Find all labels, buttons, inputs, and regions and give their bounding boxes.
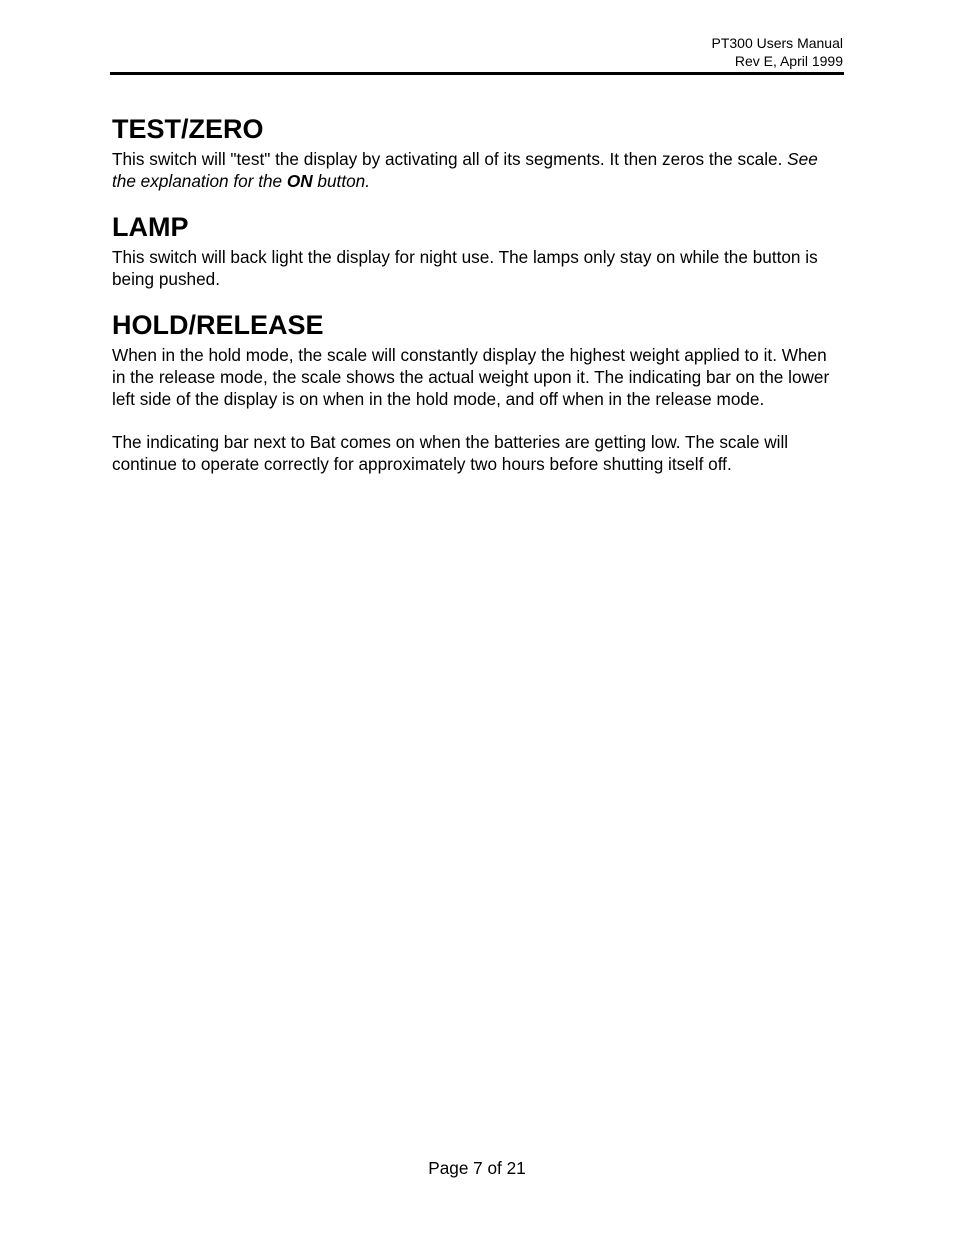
- note-text-before: See the explanation for the: [112, 149, 818, 191]
- header-divider: [110, 72, 844, 75]
- manual-title: PT300 Users Manual: [711, 35, 843, 51]
- section-text: [112, 148, 842, 192]
- section-heading: HOLD/RELEASE: [112, 310, 324, 340]
- section-body: When in the hold mode, the scale will constantly display the highest weight applied to it. When in the release mode, the scale shows the actual weight upon it. The indicating bar on the lower left side of the display is on when in the hold mode, and off when in the release mode.: [112, 345, 830, 409]
- section-body-battery: The indicating bar next to Bat comes on when the batteries are getting low. The scale will continue to operate correctly for approximately two hours before shutting itself off.: [112, 432, 789, 474]
- page-number: Page 7 of 21: [428, 1158, 526, 1178]
- section-heading: TEST/ZERO: [112, 114, 264, 144]
- note-text-after: button.: [312, 171, 370, 191]
- section-body: This switch will "test" the display by activating all of its segments. It then zeros the scale.: [112, 149, 783, 169]
- section-hold-release: [112, 306, 842, 475]
- manual-revision: Rev E, April 1999: [734, 53, 843, 69]
- note-bold-keyword: ON: [286, 171, 313, 191]
- section-test-zero: [112, 110, 842, 192]
- section-lamp: [112, 208, 842, 290]
- document-body: [112, 110, 842, 491]
- page-header: [112, 34, 843, 70]
- section-body: This switch will back light the display for night use. The lamps only stay on while the button is being pushed.: [112, 247, 818, 289]
- paragraph-spacer: [112, 410, 842, 431]
- section-heading: LAMP: [112, 212, 189, 242]
